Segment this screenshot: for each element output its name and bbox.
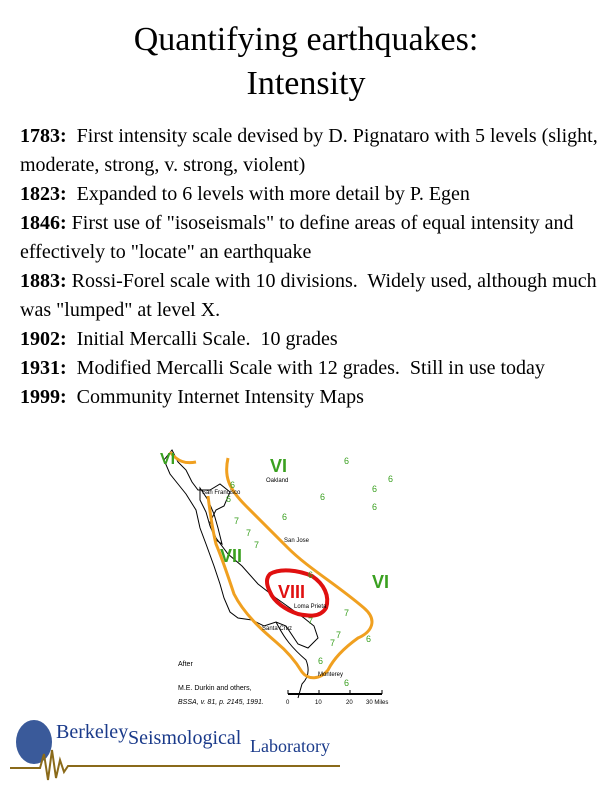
source-label: After <box>178 661 193 668</box>
history-entry <box>20 180 600 209</box>
entry-text: Rossi-Forel scale with 10 divisions. Widely used, although much was "lumped" at level X. <box>20 270 602 321</box>
svg-text:6: 6 <box>344 678 350 688</box>
scale-tick: 0 <box>286 700 290 706</box>
place-label: Monterey <box>318 672 344 678</box>
scale-tick: 30 Miles <box>366 700 389 706</box>
svg-text:6: 6 <box>230 480 236 490</box>
scale-bar <box>286 690 388 706</box>
history-entry <box>20 383 600 412</box>
entry-year: 1883: <box>20 270 67 292</box>
place-label: Loma Prieta <box>294 604 327 610</box>
entry-year: 1999: <box>20 386 67 408</box>
svg-text:7: 7 <box>330 638 336 648</box>
svg-text:7: 7 <box>246 528 252 538</box>
entry-text: First use of "isoseismals" to define areas of equal intensity and effectively to "locate" an earthquake <box>20 212 579 263</box>
svg-text:7: 7 <box>344 608 350 618</box>
globe-icon <box>16 720 52 764</box>
svg-text:6: 6 <box>372 502 378 512</box>
scale-tick: 20 <box>346 700 353 706</box>
entry-year: 1902: <box>20 328 67 350</box>
logo-word-seismological: Seismological <box>128 727 242 749</box>
scale-tick: 10 <box>315 700 322 706</box>
slide-title <box>0 18 612 106</box>
entry-text: Community Internet Intensity Maps <box>66 386 364 408</box>
svg-text:6: 6 <box>308 570 314 580</box>
source-label: M.E. Durkin and others, <box>178 685 252 692</box>
logo-word-berkeley: Berkeley <box>56 721 129 743</box>
place-label: Santa Cruz <box>262 626 293 632</box>
bsl-logo <box>10 716 340 782</box>
history-list <box>20 122 603 412</box>
zone-label: VI <box>160 451 176 468</box>
zone-label: VIII <box>278 582 306 602</box>
svg-text:7: 7 <box>254 540 260 550</box>
place-label: San Jose <box>284 538 310 544</box>
svg-text:6: 6 <box>226 494 232 504</box>
entry-text: Expanded to 6 levels with more detail by P. Egen <box>66 183 470 205</box>
entry-year: 1823: <box>20 183 67 205</box>
entry-text: First intensity scale devised by D. Pignataro with 5 levels (slight, moderate, strong, v. strong, violent) <box>20 125 603 176</box>
entry-text: Modified Mercalli Scale with 12 grades. Still in use today <box>66 357 545 379</box>
intensity-values <box>226 456 393 688</box>
history-entry <box>20 325 600 354</box>
zone-label: VI <box>270 456 288 476</box>
history-entry <box>20 354 600 383</box>
svg-text:7: 7 <box>308 616 314 626</box>
source-label: BSSA, v. 81, p. 2145, 1991. <box>178 699 264 706</box>
history-entry <box>20 209 600 267</box>
svg-text:6: 6 <box>320 492 326 502</box>
svg-text:7: 7 <box>336 630 342 640</box>
entry-year: 1846: <box>20 212 67 234</box>
history-entry <box>20 122 603 180</box>
entry-year: 1931: <box>20 357 67 379</box>
slide-title-line1: Quantifying earthquakes: <box>133 21 479 58</box>
logo-word-laboratory: Laboratory <box>250 736 330 756</box>
entry-year: 1783: <box>20 125 67 147</box>
slide-title-line2: Intensity <box>246 65 366 102</box>
svg-text:6: 6 <box>372 484 378 494</box>
svg-text:6: 6 <box>388 474 394 484</box>
svg-text:6: 6 <box>282 512 288 522</box>
zone-label: VII <box>220 546 243 566</box>
svg-text:7: 7 <box>234 516 240 526</box>
svg-text:6: 6 <box>344 456 350 466</box>
place-label: San Francisco <box>202 490 241 496</box>
history-entry <box>20 267 600 325</box>
svg-text:6: 6 <box>318 656 324 666</box>
isoseismal-map <box>158 448 402 710</box>
entry-text: Initial Mercalli Scale. 10 grades <box>66 328 338 350</box>
place-label: Oakland <box>266 478 289 484</box>
zone-label: VI <box>372 572 390 592</box>
svg-text:6: 6 <box>366 634 372 644</box>
